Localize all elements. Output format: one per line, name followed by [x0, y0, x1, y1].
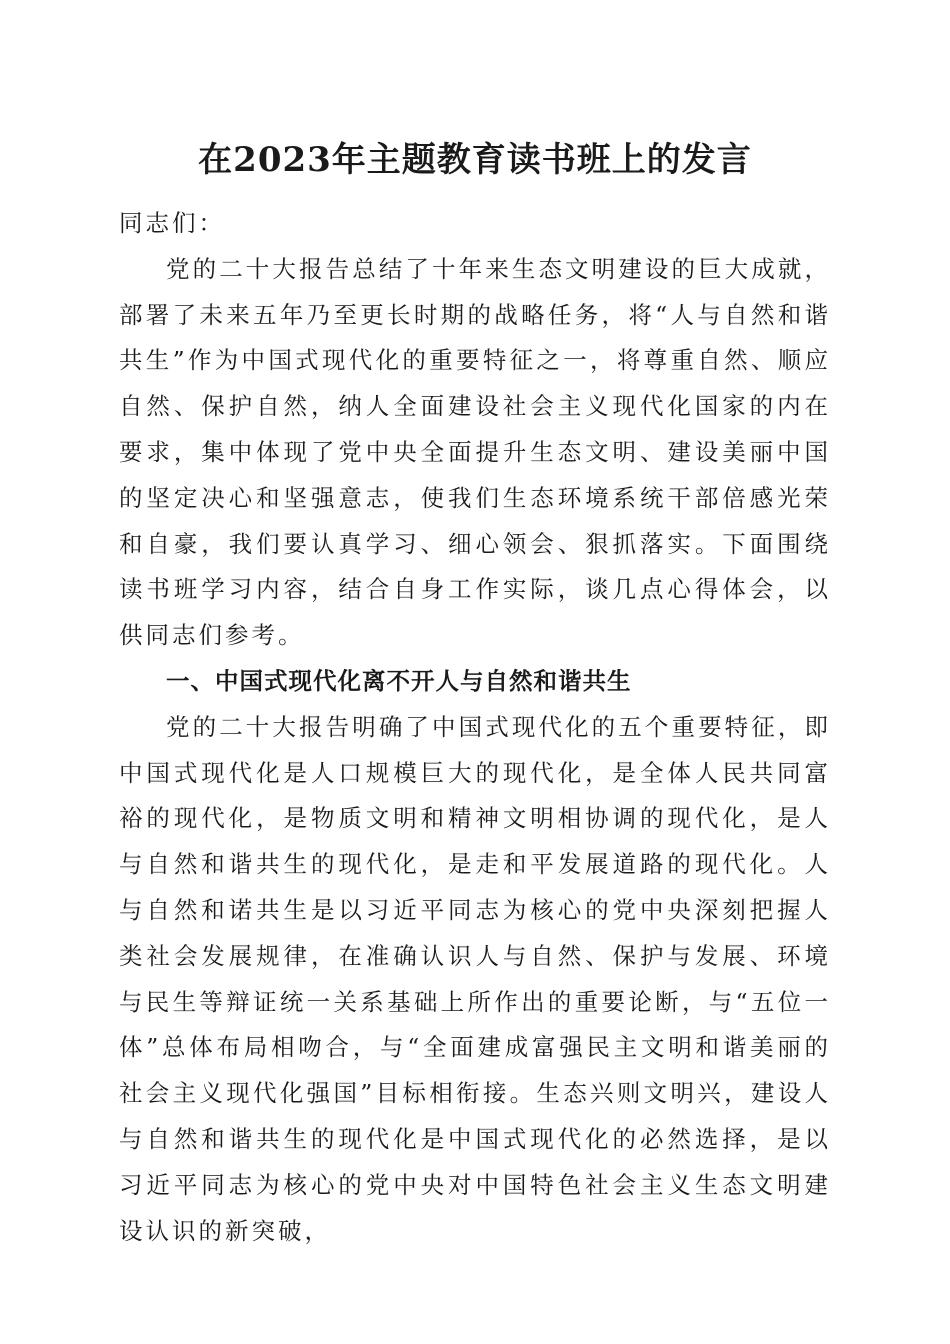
section-paragraph: 党的二十大报告明确了中国式现代化的五个重要特征，即中国式现代化是人口规模巨大的现代化，是全体人民共同富裕的现代化，是物质文明和精神文明相协调的现代化，是人与自然和谐共生的现代化，是走和平发展道路的现代化。人与自然和诺共生是以习近平同志为核心的党中央深刻把握人类社会发展规律，在准确认识人与自然、保护与发展、环境与民生等辩证统一关系基础上所作出的重要论断，与“五位一体”总体布局相吻合，与“全面建成富强民主文明和谐美丽的社会主义现代化强国”目标相衔接。生态兴则文明兴，建设人与自然和谐共生的现代化是中国式现代化的必然选择，是以习近平同志为核心的党中央对中国特色社会主义生态文明建设认识的新突破，	[119, 712, 831, 1245]
document-title: 在2023年主题教育读书班上的发言	[198, 140, 752, 180]
intro-paragraph: 党的二十大报告总结了十年来生态文明建设的巨大成就，部署了未来五年乃至更长时期的战略任务，将“人与自然和谐共生”作为中国式现代化的重要特征之一，将尊重自然、顺应自然、保护自然，纳人全面建设社会主义现代化国家的内在要求，集中体现了党中央全面提升生态文明、建设美丽中国的坚定决心和坚强意志，使我们生态环境系统干部倍感光荣和自豪，我们要认真学习、细心领会、狠抓落实。下面围绕读书班学习内容，结合自身工作实际，谈几点心得体会，以供同志们参考。	[119, 254, 831, 650]
section-heading: 一、中国式现代化离不开人与自然和谐共生	[166, 666, 632, 695]
salutation: 同志们：	[119, 209, 225, 237]
document-body	[119, 201, 831, 1254]
